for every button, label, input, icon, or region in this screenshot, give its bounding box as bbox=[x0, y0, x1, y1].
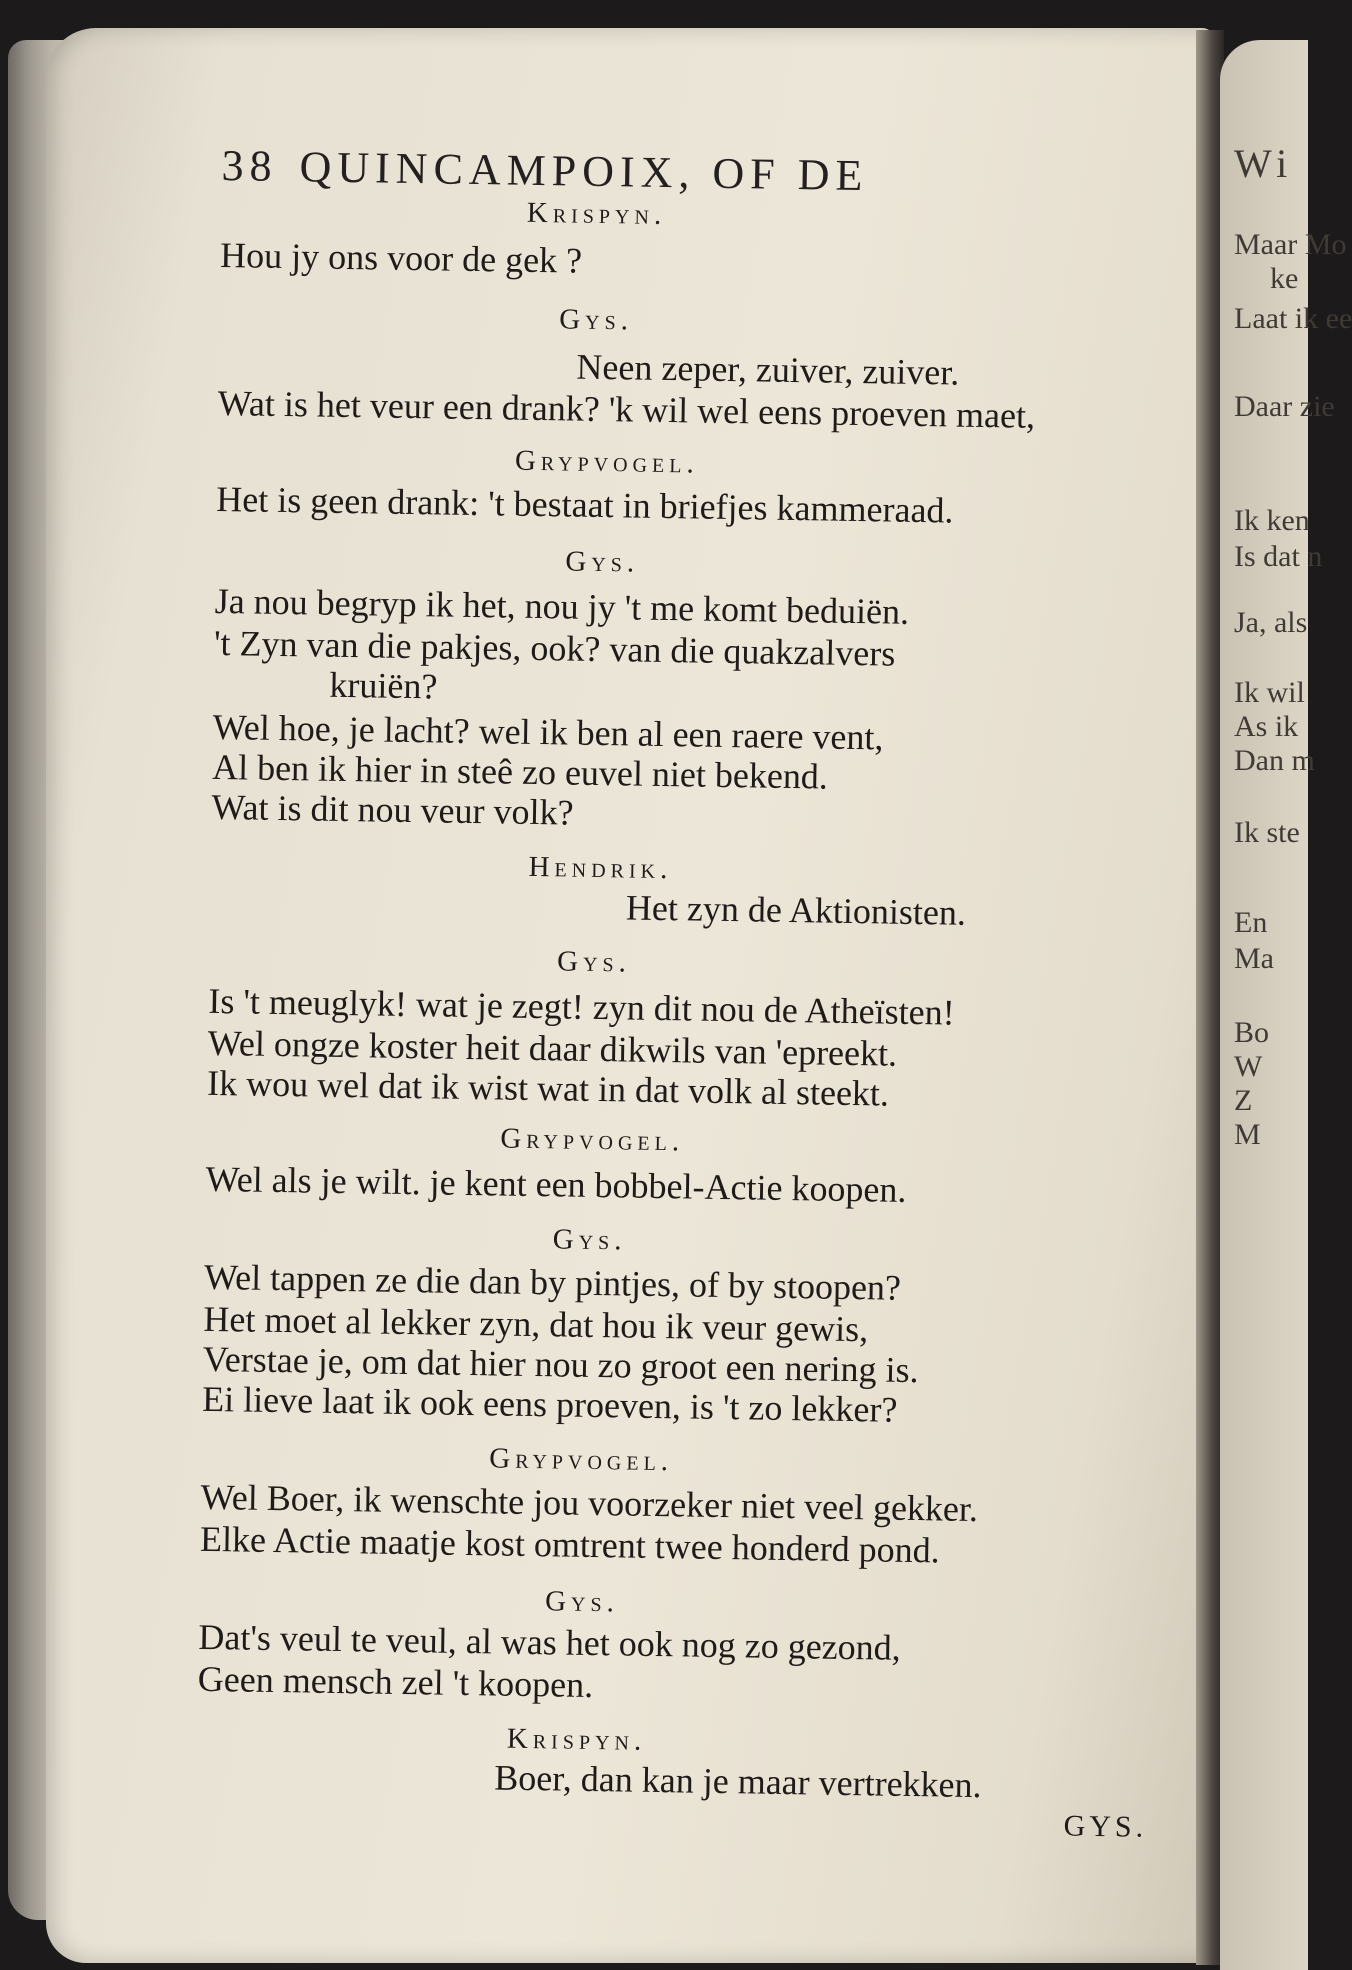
facing-page-fragment: Dan m bbox=[1234, 744, 1315, 777]
verse-line: Het is geen drank: 't bestaat in briefjes kammeraad. bbox=[216, 478, 954, 531]
facing-page bbox=[1220, 40, 1352, 1970]
speaker-name: Krispyn. bbox=[526, 196, 667, 231]
verse-line: Geen mensch zel 't koopen. bbox=[197, 1658, 594, 1706]
verse-line: Ei lieve laat ik ook eens proeven, is 't zo lekker? bbox=[201, 1378, 898, 1430]
facing-page-fragment: Ik wil bbox=[1234, 676, 1305, 709]
speaker-name: Gys. bbox=[544, 1585, 620, 1619]
catchword: GYS. bbox=[1063, 1809, 1148, 1844]
verse-line: Het moet al lekker zyn, dat hou ik veur gewis, bbox=[203, 1298, 869, 1350]
facing-page-fragment: Daar zie bbox=[1234, 390, 1335, 423]
verse-line: Neen zeper, zuiver, zuiver. bbox=[576, 346, 960, 393]
facing-page-fragment: M bbox=[1234, 1118, 1261, 1151]
facing-page-fragment: Z bbox=[1234, 1084, 1253, 1117]
speaker-name: Hendrik. bbox=[528, 850, 673, 886]
facing-page-fragment: Ik ken bbox=[1234, 504, 1310, 537]
verse-line: Verstae je, om dat hier nou zo groot een nering is. bbox=[202, 1338, 919, 1391]
verse-line: Ja nou begryp ik het, nou jy 't me komt beduiën. bbox=[214, 580, 910, 632]
facing-page-fragment: En bbox=[1234, 906, 1268, 939]
verse-line: Wat is dit nou veur volk? bbox=[211, 786, 574, 833]
verse-line: Al ben ik hier in steê zo euvel niet bekend. bbox=[211, 746, 829, 797]
verse-line: Boer, dan kan je maar vertrekken. bbox=[493, 1757, 982, 1806]
page-number: 38 bbox=[221, 140, 278, 191]
verse-line: Wel hoe, je lacht? wel ik ben al een raere vent, bbox=[212, 706, 884, 758]
facing-page-fragment: Bo bbox=[1234, 1016, 1270, 1049]
facing-page-fragment: ke bbox=[1270, 262, 1299, 295]
running-title: QUINCAMPOIX, OF DE bbox=[299, 142, 869, 201]
speaker-name: Grypvogel. bbox=[514, 444, 699, 480]
speaker-name: Gys. bbox=[558, 303, 634, 337]
verse-line: Wel ongze koster heit daar dikwils van 'epreekt. bbox=[207, 1022, 898, 1074]
verse-line: Ik wou wel dat ik wist wat in dat volk al steekt. bbox=[206, 1062, 890, 1114]
verse-line: Is 't meuglyk! wat je zegt! zyn dit nou de Atheïsten! bbox=[208, 980, 955, 1033]
verse-line: Het zyn de Aktionisten. bbox=[625, 887, 967, 933]
speaker-name: Grypvogel. bbox=[500, 1122, 685, 1158]
verse-line: Dat's veul te veul, al was het ook nog zo gezond, bbox=[198, 1616, 902, 1668]
facing-page-fragment: As ik bbox=[1234, 710, 1299, 743]
verse-line: Wel tappen ze die dan by pintjes, of by stoopen? bbox=[203, 1256, 902, 1308]
verse-line: 't Zyn van die pakjes, ook? van die quakzalvers bbox=[213, 622, 896, 674]
speaker-name: Gys. bbox=[565, 545, 640, 579]
facing-page-fragment: Laat ik ee bbox=[1234, 302, 1352, 335]
speaker-name: Gys. bbox=[552, 1223, 627, 1257]
verse-line: Wat is het veur een drank? 'k wil wel eens proeven maet, bbox=[217, 382, 1036, 436]
facing-page-fragment: Wi bbox=[1234, 141, 1294, 186]
speaker-name: Gys. bbox=[556, 945, 632, 979]
verse-line: Wel Boer, ik wenschte jou voorzeker niet veel gekker. bbox=[200, 1476, 979, 1530]
verse-line: Wel als je wilt. je kent een bobbel-Actie koopen. bbox=[205, 1158, 907, 1210]
verse-line: kruiën? bbox=[329, 664, 438, 707]
facing-page-fragment: Ma bbox=[1234, 942, 1274, 975]
facing-page-fragment: Ik ste bbox=[1234, 816, 1300, 849]
facing-page-fragment: W bbox=[1234, 1050, 1263, 1083]
facing-page-fragment: Is dat n bbox=[1234, 540, 1323, 573]
facing-page-fragment: Ja, als bbox=[1234, 606, 1308, 639]
verse-line: Elke Actie maatje kost omtrent twee honderd pond. bbox=[199, 1518, 941, 1571]
verse-line: Hou jy ons voor de gek ? bbox=[219, 234, 583, 281]
speaker-name: Krispyn. bbox=[506, 1722, 647, 1757]
speaker-name: Grypvogel. bbox=[489, 1442, 674, 1478]
facing-page-fragment: Maar Mo bbox=[1234, 228, 1347, 261]
